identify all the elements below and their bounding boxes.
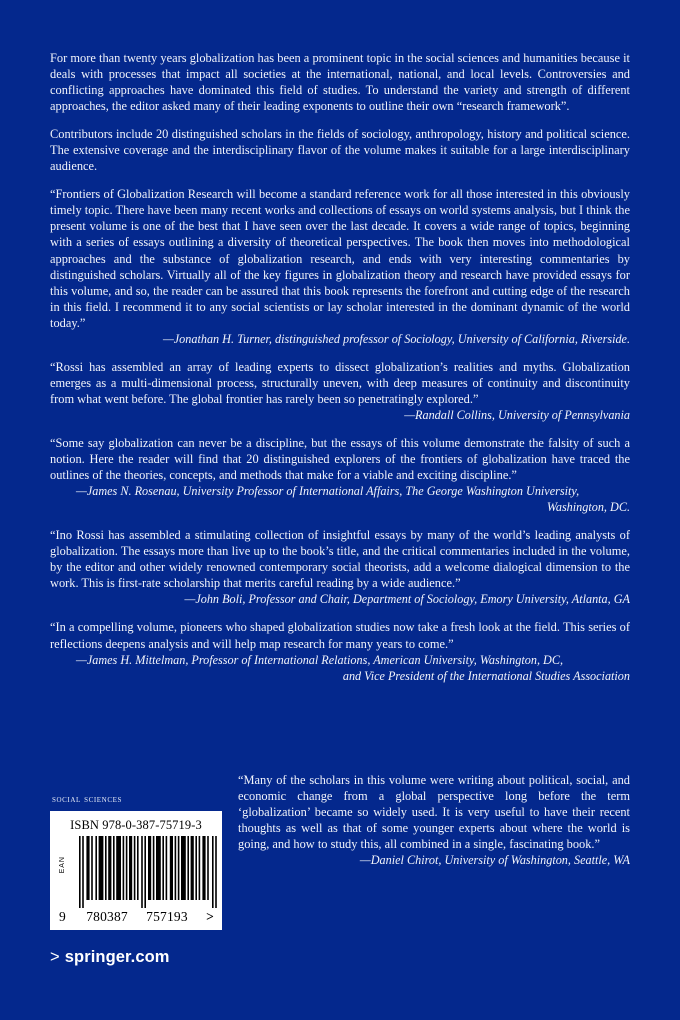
barcode-bars-row — [57, 836, 215, 908]
endorsement-quote: “In a compelling volume, pioneers who shaped globalization studies now take a fresh look at the field. This series of reflections deepens analysis and will help map research for many years to come.” — [50, 620, 630, 651]
endorsement-boli — [50, 527, 630, 607]
endorsement-attribution-continued: Washington, DC. — [546, 500, 630, 515]
ean-group-1: 780387 — [86, 909, 128, 924]
endorsement-chirot — [238, 772, 630, 868]
endorsement-attribution: —John Boli, Professor and Chair, Department of Sociology, Emory University, Atlanta, GA — [184, 592, 630, 607]
ean-lead-digit: 9 — [59, 909, 66, 924]
endorsement-attribution: —James N. Rosenau, University Professor of International Affairs, The George Washington University, — [76, 484, 580, 499]
endorsement-attribution: —Daniel Chirot, University of Washington, Seattle, WA — [359, 853, 630, 868]
endorsement-quote: “Ino Rossi has assembled a stimulating collection of insightful essays by many of the world’s leading analysts of globalization. The essays more than live up to the book’s title, and the critical commentaries included in the volume, by the editor and other widely renowned contemporary social theorists, add a welcome dialogical dimension to the work. This is first-rate scholarship that merits careful reading by a wide audience.” — [50, 528, 630, 591]
springer-website-link[interactable] — [50, 948, 170, 967]
endorsement-attribution: —James H. Mittelman, Professor of International Relations, American University, Washington, DC, — [76, 652, 564, 667]
description-paragraph-2: Contributors include 20 distinguished scholars in the fields of sociology, anthropology, history and political science. The extensive coverage and the interdisciplinary flavor of the volume makes it suitable for a large interdisciplinary audience. — [50, 127, 630, 174]
ean-group-2: 757193 — [146, 909, 188, 924]
endorsement-attribution-continued: and Vice President of the International Studies Association — [342, 668, 630, 683]
endorsement-turner — [50, 186, 630, 346]
endorsement-attribution: —Jonathan H. Turner, distinguished professor of Sociology, University of California, Riverside. — [162, 331, 630, 346]
endorsement-quote: “Rossi has assembled an array of leading experts to dissect globalization’s realities and myths. Globalization emerges as a multi-dimensional process, structurally uneven, with deep measures of continuity and discontinuity from what went before. The global frontier has rarely been so penetratingly explored.” — [50, 359, 630, 406]
subject-category-label: social sciences — [52, 794, 122, 805]
isbn-barcode-box — [50, 811, 222, 930]
endorsement-quote: “Many of the scholars in this volume were writing about political, social, and economic change from a global perspective long before the term ‘globalization’ became so widely used. It is very useful to have their recent thoughts as well as that of some younger experts about where the world is going, and how to study this, all combined in a single, fascinating book.” — [238, 773, 630, 852]
endorsement-quote: “Frontiers of Globalization Research will become a standard reference work for all those interested in this obviously timely topic. There have been many recent works and collections of essays on world systems analysis, but I think the present volume is one of the best that I have seen over the last decade. It covers a wide range of topics, beginning with a series of essays outlining a diversity of theoretical perspectives. The book then moves into methodological approaches and the substance of globalization research, and ends with very interesting commentaries by distinguished scholars. Virtually all of the key figures in globalization theory and research have provided essays for this volume, and so, the reader can be assured that this book represents the forefront and cutting edge of the research in this field. I recommend it to any social scientists or lay scholar interested in the dominant dynamic of the world today.” — [50, 187, 630, 330]
endorsement-mittelman — [50, 619, 630, 683]
description-paragraph-1: For more than twenty years globalization has been a prominent topic in the social sciences and humanities because it deals with processes that impact all societies at the international, national, and local levels. Controversies and conflicting approaches have dominated this field of studies. To understand the variety and strength of different approaches, the editor asked many of their leading exponents to outline their own “research framework”. — [50, 51, 630, 114]
cover-footer-cluster — [50, 794, 230, 930]
chevron-right-icon: > — [50, 948, 60, 966]
endorsement-attribution: —Randall Collins, University of Pennsylvania — [404, 407, 630, 422]
endorsement-collins — [50, 359, 630, 423]
cover-text-column — [50, 50, 630, 696]
ean-digits — [57, 909, 215, 925]
ean-guard-mark: > — [206, 909, 214, 924]
endorsement-quote: “Some say globalization can never be a discipline, but the essays of this volume demonstrate the falsity of such a notion. Here the reader will find that 20 distinguished explorers of the frontiers of globalization have traced the outlines of the theories, concepts, and methods that make for a viable and exciting discipline.” — [50, 435, 630, 483]
springer-domain-text: springer.com — [64, 948, 170, 966]
endorsement-rosenau — [50, 435, 630, 515]
isbn-number: ISBN 978-0-387-75719-3 — [70, 818, 202, 832]
ean-label: EAN — [59, 856, 66, 874]
barcode-bars — [79, 836, 219, 908]
